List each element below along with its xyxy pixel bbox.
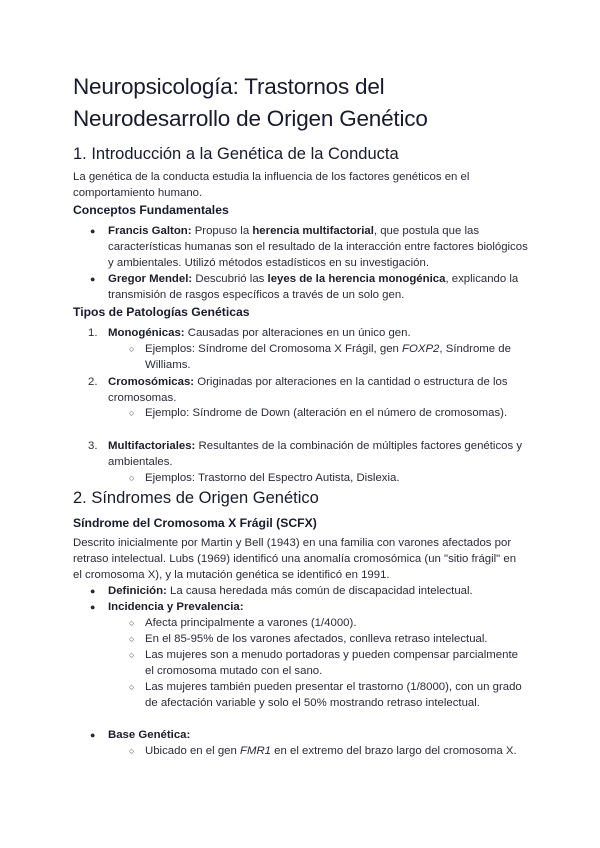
galton-name: Francis Galton: [108, 225, 192, 237]
circle-marker: ○ [129, 344, 135, 354]
base-genetica-label: Base Genética: [108, 729, 191, 741]
circle-marker: ○ [129, 746, 135, 756]
list-item-mendel [90, 271, 528, 303]
list-item-galton [90, 223, 528, 271]
multifactoriales-desc: Resultantes de la combinación de múltiples factores genéticos y ambientales. [108, 440, 523, 468]
bullet-marker: ● [90, 586, 96, 596]
list-item-multifactoriales [88, 438, 528, 470]
list-item-cromosomicas [88, 374, 528, 406]
page-title: Neuropsicología: Trastornos del Neurodesarrollo de Origen Genético [73, 74, 428, 131]
gene-fmr1: FMR1 [240, 745, 272, 757]
conceptos-heading: Conceptos Fundamentales [73, 203, 229, 217]
mendel-text-1: Descubrió las [192, 273, 268, 285]
sub-item-incidencia-3 [129, 647, 527, 679]
gene-foxp2: FOXP2 [402, 343, 440, 355]
circle-marker: ○ [129, 408, 135, 418]
galton-bold-term: herencia multifactorial [252, 225, 374, 237]
base-text-2: en el extremo del brazo largo del cromosoma X. [271, 745, 517, 757]
definicion-text: La causa heredada más común de discapacidad intelectual. [166, 585, 473, 597]
galton-text-2: , que postula que las características humanas son el resultado de la interacción entre factores biológicos y ambientales. Utilizó métodos estadísticos en su investigación. [108, 225, 528, 269]
mendel-bold-term: leyes de la herencia monogénica [267, 273, 446, 285]
cromosomicas-desc: Originadas por alteraciones en la cantidad o estructura de los cromosomas. [108, 376, 508, 404]
scfx-heading: Síndrome del Cromosoma X Frágil (SCFX) [73, 516, 317, 530]
incidencia-text-1: Afecta principalmente a varones (1/4000). [145, 617, 357, 629]
sub-item-incidencia-4 [129, 679, 527, 711]
bullet-marker: ● [90, 602, 96, 612]
incidencia-label: Incidencia y Prevalencia: [108, 601, 244, 613]
base-text-1: Ubicado en el gen [145, 745, 240, 757]
monogenicas-ex-text-2: , Síndrome de Williams. [145, 343, 511, 371]
section-1-intro: La genética de la conducta estudia la influencia de los factores genéticos en el comportamiento humano. [73, 171, 470, 199]
cromosomicas-ex-text: Ejemplo: Síndrome de Down (alteración en el número de cromosomas). [145, 407, 508, 419]
list-item-incidencia [90, 599, 528, 615]
list-number: 1. [88, 327, 98, 339]
sub-item-cromosomicas-ejemplo [129, 405, 527, 421]
tipos-heading: Tipos de Patologías Genéticas [73, 305, 250, 319]
incidencia-text-3: Las mujeres son a menudo portadoras y pueden compensar parcialmente el cromosoma mutado con el sano. [145, 649, 518, 677]
cromosomicas-label: Cromosómicas: [108, 376, 195, 388]
circle-marker: ○ [129, 618, 135, 628]
bullet-marker: ● [90, 226, 96, 236]
circle-marker: ○ [129, 682, 135, 692]
scfx-intro: Descrito inicialmente por Martin y Bell (1943) en una familia con varones afectados por retraso intelectual. Lubs (1969) identificó una anomalía cromosómica (un "sitio frágil" en el cromosoma X), y la mutación genética se identificó en 1991. [73, 537, 517, 581]
sub-item-incidencia-2 [129, 631, 527, 647]
list-number: 3. [88, 440, 98, 452]
section-2-heading: 2. Síndromes de Origen Genético [73, 489, 319, 507]
monogenicas-ex-text-1: Ejemplos: Síndrome del Cromosoma X Frágil, gen [145, 343, 403, 355]
list-item-base-genetica [90, 727, 528, 743]
sub-item-incidencia-1 [129, 615, 527, 631]
list-item-monogenicas [88, 325, 528, 341]
circle-marker: ○ [129, 473, 135, 483]
circle-marker: ○ [129, 634, 135, 644]
incidencia-text-2: En el 85-95% de los varones afectados, conlleva retraso intelectual. [145, 633, 488, 645]
monogenicas-label: Monogénicas: [108, 327, 185, 339]
sub-item-base-genetica [129, 743, 527, 759]
multifactoriales-label: Multifactoriales: [108, 440, 196, 452]
incidencia-text-4: Las mujeres también pueden presentar el trastorno (1/8000), con un grado de afectación variable y solo el 50% mostrando retraso intelectual. [145, 681, 522, 709]
mendel-text-2: , explicando la transmisión de rasgos específicos a través de un solo gen. [108, 273, 519, 301]
multifactoriales-ex-text: Ejemplos: Trastorno del Espectro Autista, Dislexia. [145, 472, 400, 484]
monogenicas-desc: Causadas por alteraciones en un único gen. [184, 327, 411, 339]
sub-item-monogenicas-ejemplos [129, 341, 527, 373]
circle-marker: ○ [129, 650, 135, 660]
mendel-name: Gregor Mendel: [108, 273, 193, 285]
list-item-definicion [90, 583, 528, 599]
bullet-marker: ● [90, 274, 96, 284]
galton-text-1: Propuso la [191, 225, 253, 237]
section-1-heading: 1. Introducción a la Genética de la Conducta [73, 145, 399, 163]
definicion-label: Definición: [108, 585, 167, 597]
bullet-marker: ● [90, 730, 96, 740]
sub-item-multifactoriales-ejemplos [129, 470, 527, 486]
list-number: 2. [88, 376, 98, 388]
